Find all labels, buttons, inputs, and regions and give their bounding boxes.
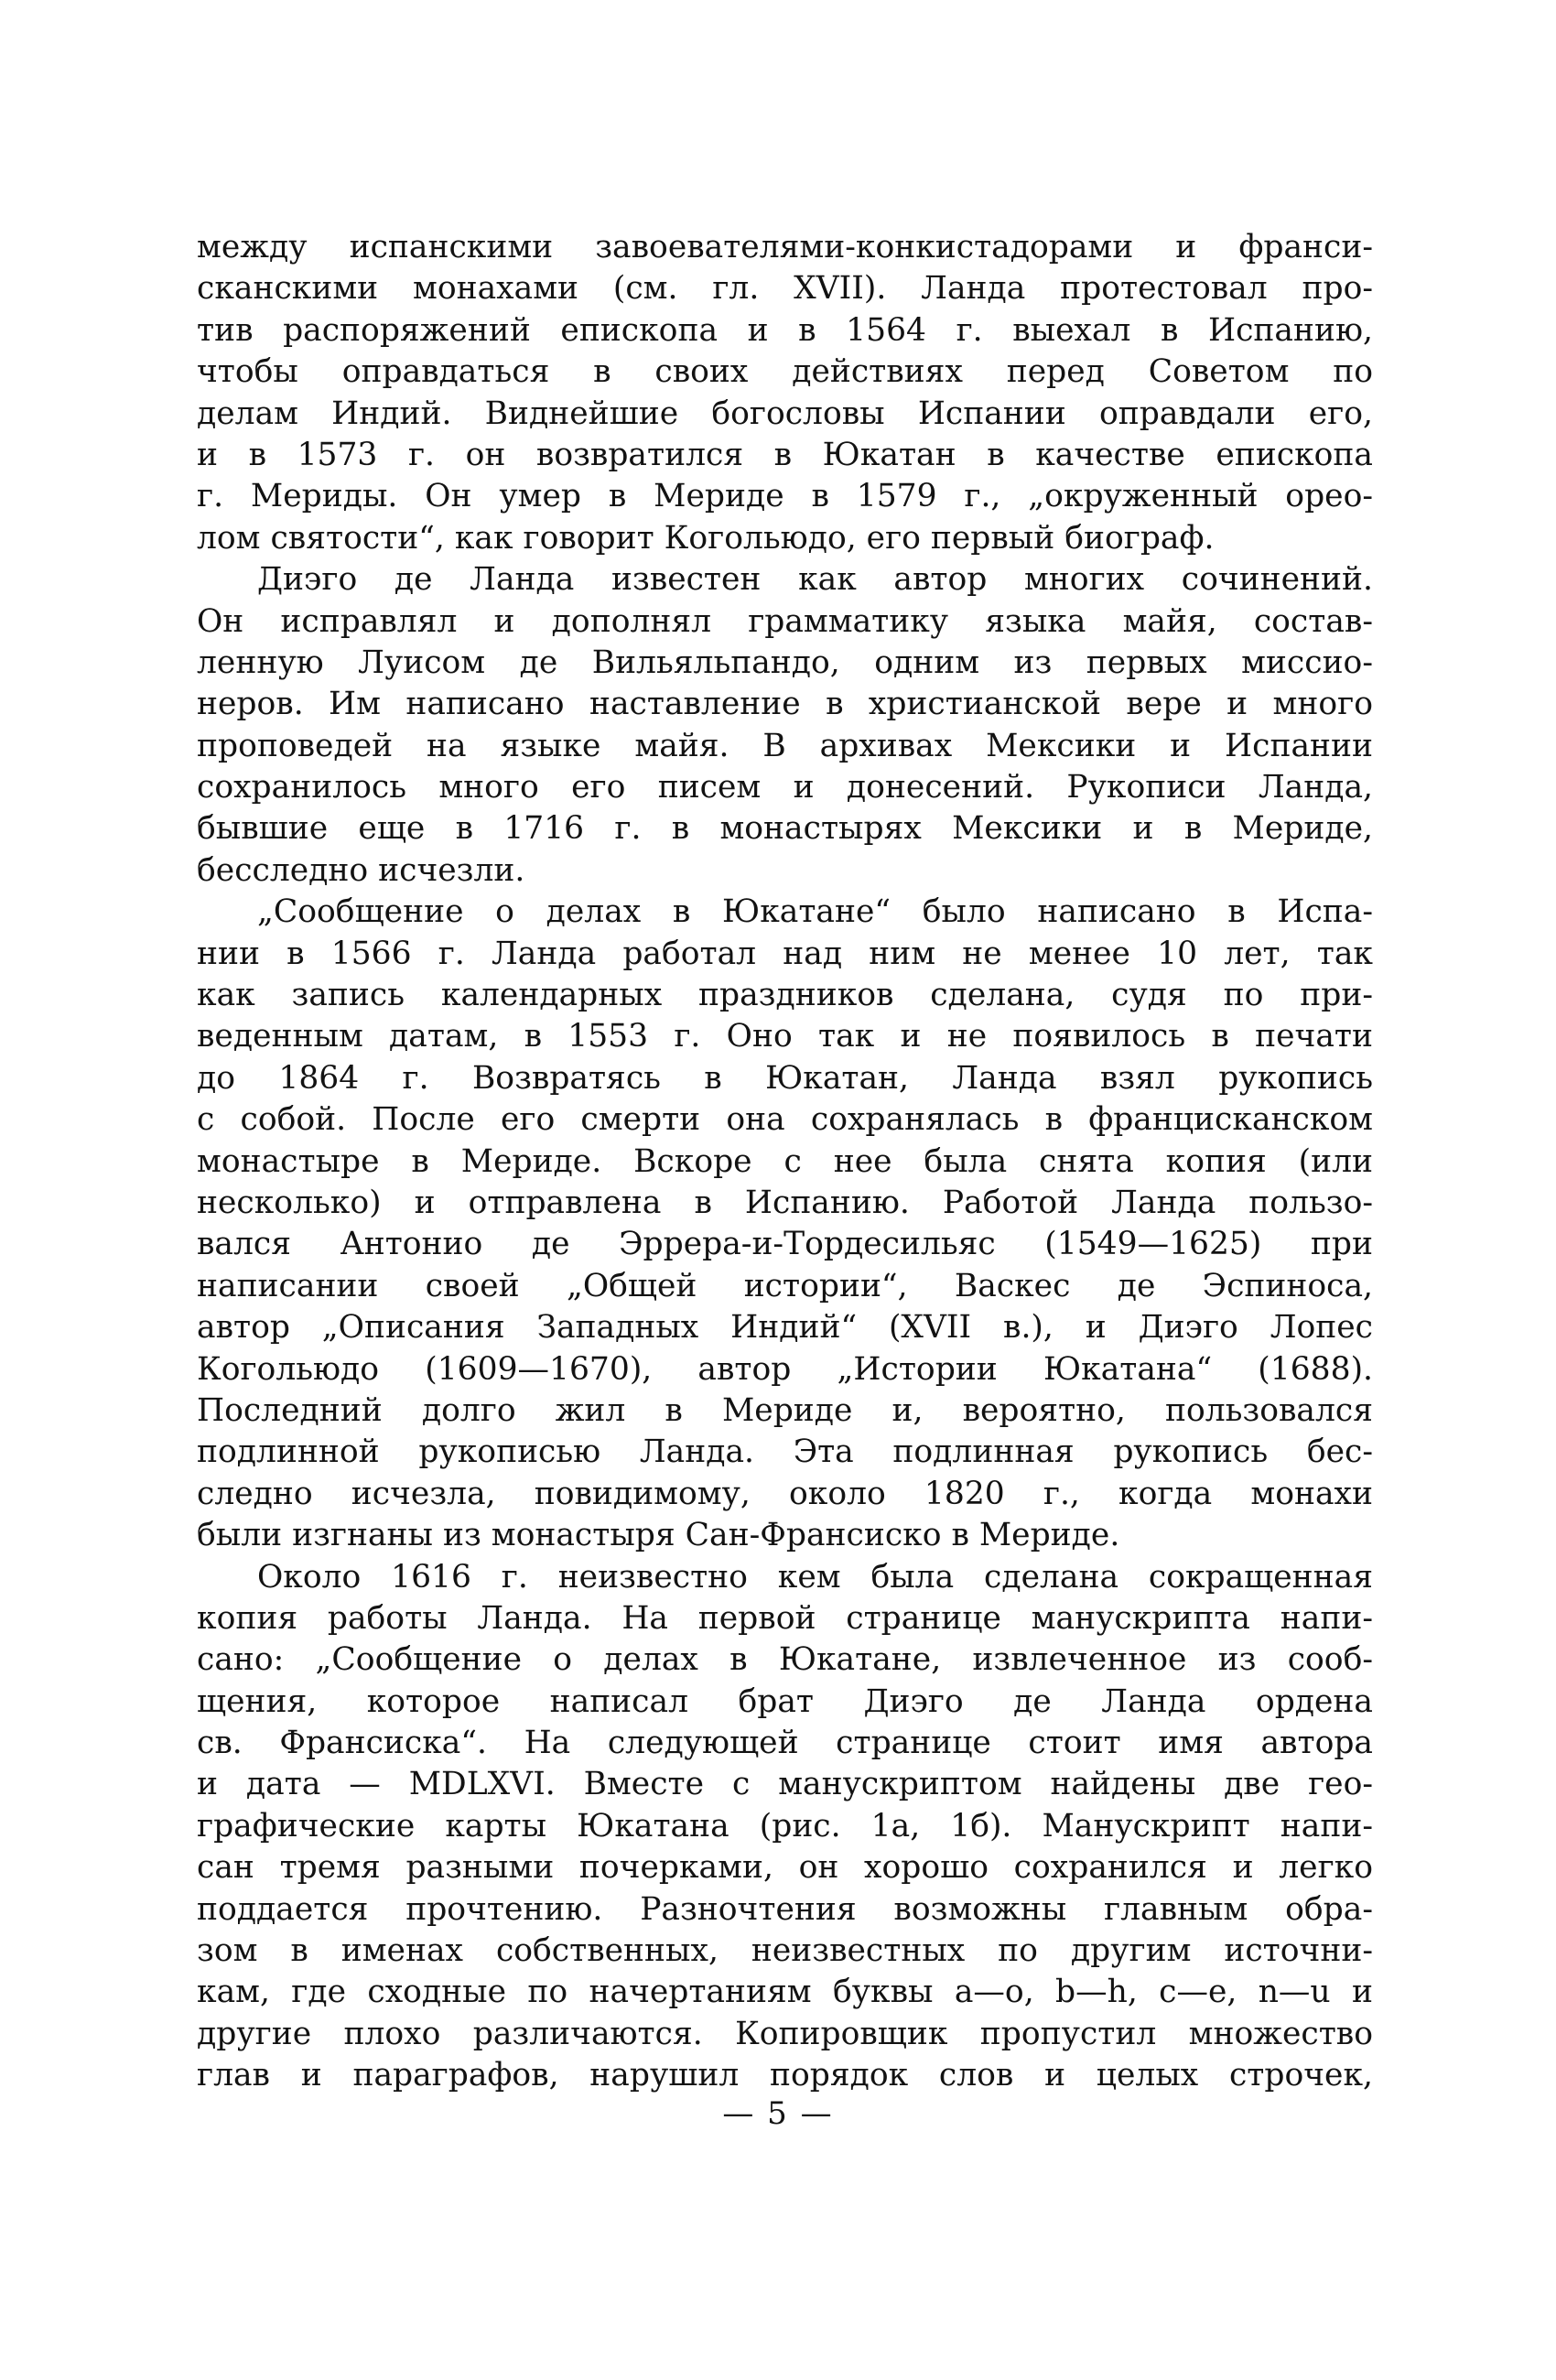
text-line: тив распоряжений епископа и в 1564 г. выехал в Испанию, <box>197 311 1373 349</box>
text-line: „Сообщение о делах в Юкатане“ было написано в Испа- <box>257 893 1373 931</box>
text-line: до 1864 г. Возвратясь в Юкатан, Ланда взял рукопись <box>197 1059 1373 1097</box>
text-line: проповедей на языке майя. В архивах Мексики и Испании <box>197 727 1373 764</box>
text-line: следно исчезла, повидимому, около 1820 г., когда монахи <box>197 1475 1373 1512</box>
text-line: сохранилось много его писем и донесений. Рукописи Ланда, <box>197 769 1373 806</box>
text-line: неров. Им написано наставление в христианской вере и много <box>197 686 1373 723</box>
text-line: чтобы оправдаться в своих действиях перед Советом по <box>197 353 1373 391</box>
text-line: автор „Описания Западных Индий“ (XVII в.), и Диэго Лопес <box>197 1309 1373 1347</box>
text-line: подлинной рукописью Ланда. Эта подлинная рукопись бес- <box>197 1433 1373 1471</box>
text-line: вался Антонио де Эррера-и-Тордесильяс (1549—1625) при <box>197 1226 1373 1263</box>
text-line: Когольюдо (1609—1670), автор „Истории Юкатана“ (1688). <box>197 1350 1373 1388</box>
text-line: зом в именах собственных, неизвестных по другим источни- <box>197 1932 1373 1970</box>
text-line: бесследно исчезли. <box>197 851 525 889</box>
page-number: — 5 — <box>722 2095 834 2132</box>
text-line: Последний долго жил в Мериде и, вероятно, пользовался <box>197 1391 1373 1429</box>
text-line: написании своей „Общей истории“, Васкес де Эспиноса, <box>197 1267 1373 1304</box>
text-line: нии в 1566 г. Ланда работал над ним не менее 10 лет, так <box>197 935 1373 972</box>
text-line: сано: „Сообщение о делах в Юкатане, извлеченное из сооб- <box>197 1641 1373 1679</box>
text-line: Диэго де Ланда известен как автор многих сочинений. <box>257 561 1373 599</box>
text-line: с собой. После его смерти она сохранялась в францисканском <box>197 1101 1373 1139</box>
text-line: поддается прочтению. Разночтения возможны главным обра- <box>197 1890 1373 1928</box>
text-line: Он исправлял и дополнял грамматику языка майя, состав- <box>197 602 1373 640</box>
text-line: щения, которое написал брат Диэго де Ланда ордена <box>197 1682 1373 1720</box>
text-line: делам Индий. Виднейшие богословы Испании оправдали его, <box>197 395 1373 432</box>
text-line: и в 1573 г. он возвратился в Юкатан в качестве епископа <box>197 436 1373 473</box>
text-line: другие плохо различаются. Копировщик пропустил множество <box>197 2015 1373 2052</box>
text-line: Около 1616 г. неизвестно кем была сделана сокращенная <box>257 1558 1373 1596</box>
body-text <box>197 227 1373 2097</box>
text-line: кам, где сходные по начертаниям буквы a—o, b—h, c—e, n—u и <box>197 1974 1373 2011</box>
text-line: монастыре в Мериде. Вскоре с нее была снята копия (или <box>197 1142 1373 1180</box>
text-line: сканскими монахами (см. гл. XVII). Ланда протестовал про- <box>197 270 1373 308</box>
text-line: г. Мериды. Он умер в Мериде в 1579 г., „окруженный орео- <box>197 478 1373 515</box>
text-line: несколько) и отправлена в Испанию. Работой Ланда пользо- <box>197 1184 1373 1221</box>
text-line: ленную Луисом де Вильяльпандо, одним из первых миссио- <box>197 644 1373 681</box>
text-line: копия работы Ланда. На первой странице манускрипта напи- <box>197 1599 1373 1637</box>
text-line: между испанскими завоевателями-конкистадорами и франси- <box>197 229 1373 265</box>
text-line: графические карты Юкатана (рис. 1а, 1б). Манускрипт напи- <box>197 1807 1373 1844</box>
text-line: бывшие еще в 1716 г. в монастырях Мексики и в Мериде, <box>197 810 1373 848</box>
text-line: св. Франсиска“. На следующей странице стоит имя автора <box>197 1725 1373 1762</box>
text-line: и дата — MDLXVI. Вместе с манускриптом найдены две гео- <box>197 1766 1373 1803</box>
text-line: глав и параграфов, нарушил порядок слов и целых строчек, <box>197 2057 1373 2094</box>
text-line: веденным датам, в 1553 г. Оно так и не появилось в печати <box>197 1018 1373 1055</box>
text-line: были изгнаны из монастыря Сан-Франсиско в Мериде. <box>197 1517 1120 1554</box>
text-line: как запись календарных праздников сделана, судя по при- <box>197 977 1373 1014</box>
text-line: сан тремя разными почерками, он хорошо сохранился и легко <box>197 1849 1373 1887</box>
text-line: лом святости“, как говорит Когольюдо, его первый биограф. <box>197 519 1215 557</box>
